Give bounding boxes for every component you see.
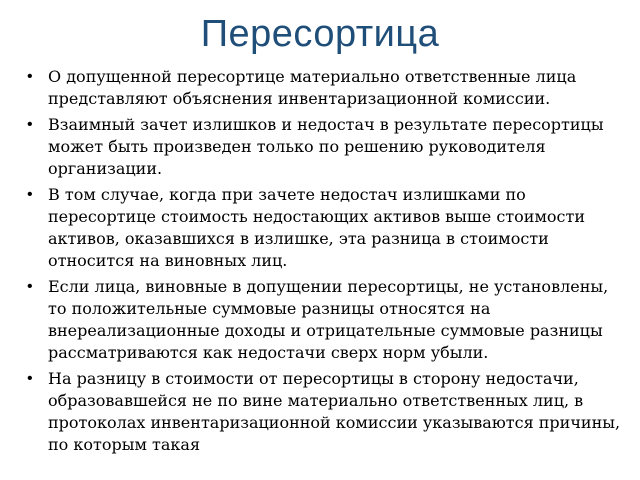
list-item	[26, 114, 626, 180]
bullet-icon: •	[27, 116, 33, 133]
bullet-icon: •	[27, 278, 33, 295]
list-item-text: В том случае, когда при зачете недостач излишками по пересортице стоимость недостающих активов выше стоимости активов, оказавшихся в излишке, эта разница в стоимости относится на виновных лиц.	[48, 185, 586, 270]
bullet-list	[26, 66, 626, 460]
slide-title: Пересортица	[200, 13, 440, 55]
list-item	[26, 184, 626, 272]
bullet-icon: •	[27, 186, 33, 203]
list-item-text: Взаимный зачет излишков и недостач в результате пересортицы может быть произведен только по решению руководителя организации.	[48, 115, 604, 178]
list-item-text: Если лица, виновные в допущении пересортицы, не установлены, то положительные суммовые разницы относятся на внереализационные доходы и отрицательные суммовые разницы рассматриваются как недостачи сверх норм убыли.	[48, 277, 609, 362]
list-item	[26, 368, 626, 456]
list-item	[26, 276, 626, 364]
list-item	[26, 66, 626, 110]
bullet-icon: •	[27, 370, 33, 387]
list-item-text: О допущенной пересортице материально ответственные лица представляют объяснения инвентаризационной комиссии.	[48, 67, 577, 108]
list-item-text: На разницу в стоимости от пересортицы в сторону недостачи, образовавшейся не по вине материально ответственных лиц, в протоколах инвентаризационной комиссии указываются причины, по которым такая	[48, 369, 621, 454]
bullet-icon: •	[27, 68, 33, 85]
